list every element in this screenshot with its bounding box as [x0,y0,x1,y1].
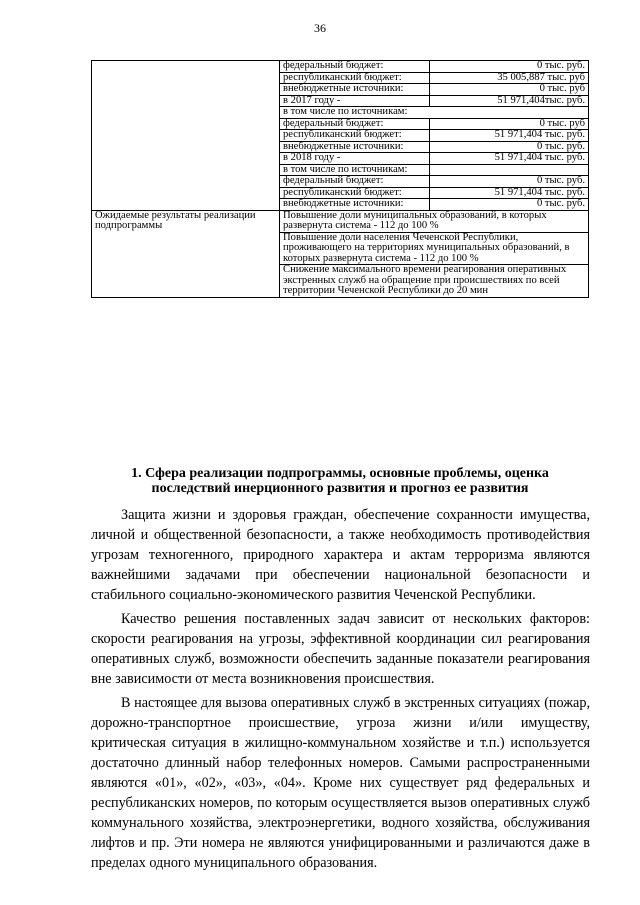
table-cell-value: 51 971,404 тыс. руб. [430,153,589,165]
result-cell: Повышение доли муниципальных образований, в которых развернута система - 112 до 100 % [280,210,589,232]
subprogram-passport-table [91,60,589,298]
paragraph: Защита жизни и здоровья граждан, обеспечение сохранности имущества, личной и общественной безопасности, а также необходимость противодействия угрозам техногенного, природного характера и актам терроризма являются важнейшими задачами при обеспечении национальной безопасности и стабильного социально-экономического развития Чеченской Республики. [91,507,590,603]
table-cell-label: федеральный бюджет: [280,176,430,188]
table-cell-label: федеральный бюджет: [280,118,430,130]
table-cell-value: 0 тыс. руб [430,84,589,96]
table-cell-label: федеральный бюджет: [280,61,430,73]
table-cell-value: 0 тыс. руб. [430,61,589,73]
table-cell-label: внебюджетные источники: [280,199,430,211]
table-cell-label: внебюджетные источники: [280,84,430,96]
table-cell-label: в 2017 году - [280,95,430,107]
table-cell-value: 51 971,404тыс. руб. [430,95,589,107]
table-cell-label: в 2018 году - [280,153,430,165]
table-cell-value: 0 тыс. руб. [430,199,589,211]
table-cell-value: 0 тыс. руб. [430,141,589,153]
result-cell: Повышение доли населения Чеченской Республики, проживающего на территориях муниципальных образований, в которых развернута система - 112 до 100 % [280,232,589,265]
result-cell: Снижение максимального времени реагирования оперативных экстренных служб на обращение при происшествиях по всей территории Чеченской Республики до 20 мин [280,265,589,298]
table-cell-label: внебюджетные источники: [280,141,430,153]
table-cell-value [430,164,589,176]
table-cell-label: республиканский бюджет: [280,130,430,142]
table-cell-label: республиканский бюджет: [280,187,430,199]
table-cell-value: 51 971,404 тыс. руб. [430,187,589,199]
results-label-cell: Ожидаемые результаты реализации подпрограммы [92,210,280,297]
body-text [91,505,590,877]
table-cell-label: в том числе по источникам: [280,107,589,119]
table-row [92,61,589,73]
table-cell-value: 0 тыс. руб. [430,176,589,188]
paragraph: Качество решения поставленных задач зависит от нескольких факторов: скорости реагирования на угрозы, эффективной координации сил реагирования оперативных служб, возможности обеспечить заданные показатели реагирования вне зависимости от места возникновения происшествия. [91,611,590,687]
page-number: 36 [314,21,326,35]
paragraph: В настоящее для вызова оперативных служб в экстренных ситуациях (пожар, дорожно-транспортное происшествие, угроза жизни и/или имуществу, критическая ситуация в жилищно-коммунальном хозяйстве и т.п.) используется достаточно длинный набор телефонных номеров. Самыми распространенными являются «01», «02», «03», «04». Кроме них существует ряд федеральных и республиканских номеров, по которым осуществляется вызов оперативных служб коммунального хозяйства, электроэнергетики, водного хозяйства, обслуживания лифтов и пр. Эти номера не являются унифицированными и различаются даже в пределах одного муниципального образования. [91,695,590,871]
table-cell-value: 0 тыс. руб [430,118,589,130]
table-cell-label: республиканский бюджет: [280,72,430,84]
section-title: 1. Сфера реализации подпрограммы, основные проблемы, оценка последствий инерционного развития и прогноз ее развития [131,466,549,496]
table-cell-value: 51 971,404 тыс. руб. [430,130,589,142]
table-row [92,210,589,232]
table-cell-label: в том числе по источникам: [280,164,430,176]
table-cell-empty [92,61,280,211]
table-cell-value: 35 005,887 тыс. руб [430,72,589,84]
